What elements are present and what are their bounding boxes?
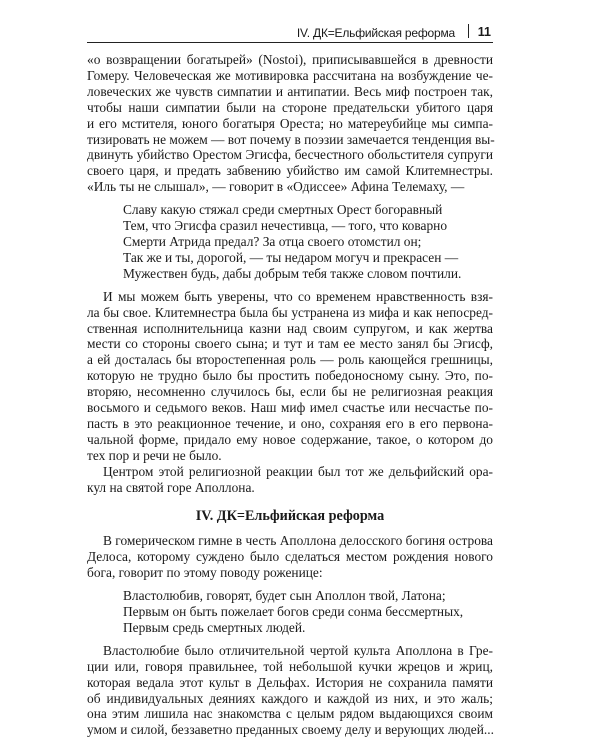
verse-line: Так же и ты, дорогой, — ты недаром могуч и прекрасен — [123, 249, 459, 265]
verse-line: Властолюбив, говорят, будет сын Аполлон твой, Латона; [123, 588, 446, 604]
verse-quote [123, 588, 493, 636]
text-line: тизировать не можем — вот почему в поэзии замечается тенденция вы- [87, 131, 495, 147]
text-line: Центром этой религиозной реакции был тот же дельфийский ора- [103, 463, 493, 479]
page-number: 11 [477, 25, 491, 39]
verse-line: Первым он быть пожелает богов среди сонма бессмертных, [123, 604, 464, 619]
header-separator [468, 24, 469, 38]
text-line: бога, говорит по этому поводу роженице: [87, 565, 323, 581]
text-line: тех пор и речи не было. [87, 447, 222, 463]
text-line: «о возвращении богатырей» (Nostoi), приписывавшейся в древности [87, 52, 493, 67]
text-line: Гомеру. Человеческая же мотивировка рассчитана на возбуждение че- [87, 67, 493, 83]
text-line: она этим лишила нас знакомства с целым рядом выдающихся своим [87, 706, 493, 722]
paragraph [87, 464, 493, 496]
page-body [87, 52, 493, 738]
text-line: чтобы наши симпатии были на стороне предательски убитого царя [87, 99, 493, 115]
verse-line: Смерти Атрида предал? За отца своего отомстил он; [123, 233, 422, 249]
text-line: умом и силой, беззаветно преданных своему делу и верующих людей... [87, 722, 494, 738]
running-header-title: IV. ДК=Ельфийская реформа [296, 26, 455, 40]
verse-line: Тем, что Эгисфа сразил нечестивца, — того, что коварно [123, 218, 448, 234]
text-line: «Иль ты не слышал», — говорит в «Одиссее» Афина Телемаху, — [87, 179, 465, 195]
text-line: своего царя, и предать забвению убийство им самой Клитемнестры. [87, 163, 493, 179]
paragraph [87, 643, 493, 738]
verse-line: Мужествен будь, дабы добрым тебя также словом почтили. [123, 265, 462, 281]
verse-quote [123, 202, 493, 282]
text-line: В гомерическом гимне в честь Аполлона делосского богиня острова [103, 533, 493, 549]
paragraph [87, 289, 493, 464]
text-line: кул на святой горе Аполлона. [87, 479, 255, 495]
text-line: Делоса, которому суждено было сделаться местом рождения нового [87, 549, 493, 565]
text-line: а ей досталась бы второстепенная роль — роль кающейся грешницы, [87, 352, 493, 368]
text-line: чальной форме, придало ему новое содержание, такое, о котором до [87, 431, 493, 447]
text-line: ции или, говоря правильнее, той небольшой кучки жрецов и жриц, [87, 658, 493, 674]
text-line: двинуть убийство Орестом Эгисфа, бесчестного обольстителя супруги [87, 147, 493, 163]
paragraph [87, 533, 493, 581]
text-line: ственная исполнительница казни над своим супругом, и как жертва [87, 320, 493, 336]
text-line: ла бы свое. Клитемнестра была бы устранена из мифа и как непосред- [87, 304, 493, 320]
section-heading: IV. ДК=Ельфийская реформа [195, 508, 385, 525]
text-line: которая ведала этот культ в Дельфах. История не сохранила памяти [87, 674, 493, 690]
text-line: мести со стороны своего сына; и тут и там ее место занял бы Эгисф, [87, 336, 493, 352]
paragraph [87, 52, 493, 195]
text-line: которую не трудно было бы простить победоносному сыну. Это, по- [87, 368, 493, 384]
verse-line: Славу какую стяжал среди смертных Орест богоравный [123, 202, 443, 218]
text-line: И мы можем быть уверены, что со временем нравственность взя- [103, 288, 493, 304]
text-line: и его мстителя, юного богатыря Ореста; но матереубийце мы симпа- [87, 115, 493, 131]
running-header [87, 24, 493, 43]
verse-line: Первым средь смертных людей. [123, 619, 306, 635]
text-line: об индивидуальных деяниях каждого и каждой из них, и это жаль; [87, 690, 493, 706]
text-line: пасть в это реакционное течение, и оно, сохраняя его в его первона- [87, 415, 493, 431]
text-line: ловеческих же чувств симпатии и антипатии. Весь миф построен так, [87, 83, 493, 99]
text-line: восьмого и седьмого веков. Наш миф имел счастье или несчастье по- [87, 400, 493, 416]
text-line: вторяю, несомненно случилось бы, если бы не религиозная реакция [87, 384, 493, 400]
text-line: Властолюбие было отличительной чертой культа Аполлона в Гре- [103, 642, 493, 658]
